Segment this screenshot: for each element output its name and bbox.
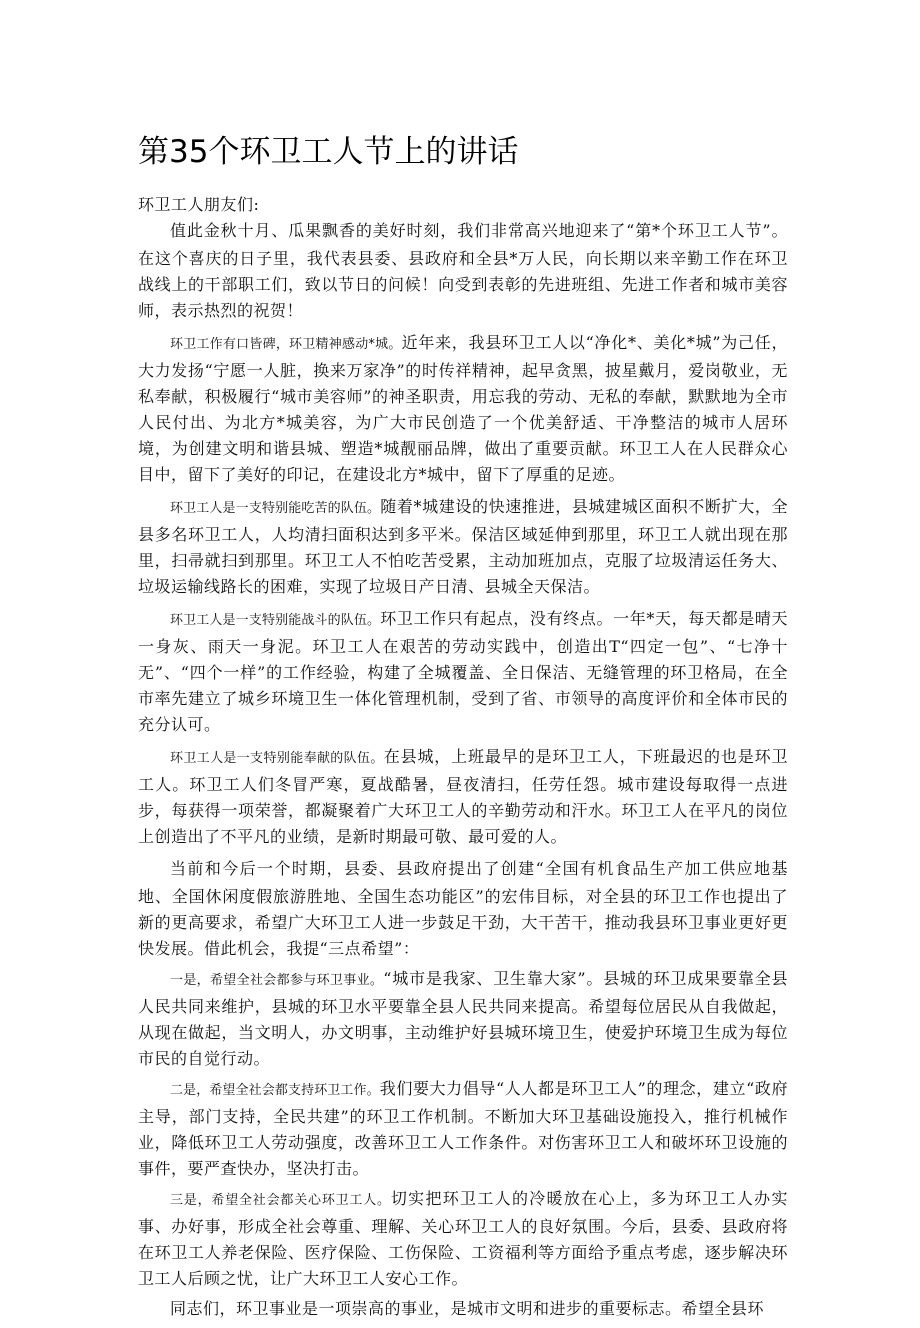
paragraph xyxy=(138,1076,788,1182)
paragraph xyxy=(138,606,788,738)
paragraph-text: 环卫工作只有起点，没有终点。一年*天，每天都是晴天一身灰、雨天一身泥。环卫工人在艰苦的劳动实践中，创造出T“四定一包”、“七净十无”、“四个一样”的工作经验，构建了全城覆盖、全日保洁、无缝管理的环卫格局，在全市率先建立了城乡环境卫生一体化管理机制，受到了省、市领导的高度评价和全体市民的充分认可。 xyxy=(138,609,788,734)
paragraph-text: 同志们，环卫事业是一项崇高的事业，是城市文明和进步的重要标志。希望全县环 xyxy=(170,1299,765,1318)
paragraph xyxy=(138,494,788,600)
paragraph xyxy=(138,744,788,850)
paragraph xyxy=(138,1296,788,1324)
paragraph-lead: 一是，希望全社会都参与环卫事业。 xyxy=(170,973,384,988)
salutation: 环卫工人朋友们: xyxy=(138,195,260,214)
paragraph-text: 近年来，我县环卫工人以“净化*、美化*城”为己任，大力发扬“宁愿一人脏，换来万家净”的时传祥精神，起早贪黑，披星戴月，爱岗敬业，无私奉献，积极履行“城市美容师”的神圣职责，用忘我的劳动、无私的奉献，默默地为全市人民付出、为北方*城美容，为广大市民创造了一个优美舒适、干净整洁的城市人居环境，为创建文明和谐县城、塑造*城靓丽品牌，做出了重要贡献。环卫工人在人民群众心目中，留下了美好的印记，在建设北方*城中，留下了厚重的足迹。 xyxy=(138,333,788,484)
paragraph-lead: 环卫工人是一支特别能奉献的队伍。 xyxy=(170,751,384,766)
paragraph-text: 我们要大力倡导“人人都是环卫工人”的理念，建立“政府主导，部门支持，全民共建”的环卫工作机制。不断加大环卫基础设施投入，推行机械作业，降低环卫工人劳动强度，改善环卫工人工作条件。对伤害环卫工人和破坏环卫设施的事件，要严查快办，坚决打击。 xyxy=(138,1079,788,1178)
paragraph-text: 当前和今后一个时期，县委、县政府提出了创建“全国有机食品生产加工供应地基地、全国休闲度假旅游胜地、全国生态功能区”的宏伟目标，对全县的环卫工作也提出了新的更高要求，希望广大环卫工人进一步鼓足干劲，大干苦干，推动我县环卫事业更好更快发展。借此机会，我提“三点希望”： xyxy=(138,859,788,958)
paragraph xyxy=(138,218,788,324)
page-title: 第35个环卫工人节上的讲话 xyxy=(138,134,519,170)
paragraph-text: 在县城，上班最早的是环卫工人，下班最迟的也是环卫工人。环卫工人们冬冒严寒，夏战酷暑，昼夜清扫，任劳任怨。城市建设每取得一点进步，每获得一项荣誉，都凝聚着广大环卫工人的辛勤劳动和汗水。环卫工人在平凡的岗位上创造出了不平凡的业绩，是新时期最可敬、最可爱的人。 xyxy=(138,747,788,846)
paragraph-lead: 三是，希望全社会都关心环卫工人。 xyxy=(170,1193,391,1208)
paragraph-lead: 环卫工作有口皆碑，环卫精神感动*城。 xyxy=(170,337,402,352)
paragraph-lead: 二是，希望全社会都支持环卫工作。 xyxy=(170,1083,380,1098)
paragraph-text: “城市是我家、卫生靠大家”。县城的环卫成果要靠全县人民共同来维护，县城的环卫水平要靠全县人民共同来提高。希望每位居民从自我做起，从现在做起，当文明人，办文明事，主动维护好县城环境卫生，使爱护环境卫生成为每位市民的自觉行动。 xyxy=(138,969,788,1068)
paragraph xyxy=(138,330,788,488)
paragraph-text: 随着*城建设的快速推进，县城建城区面积不断扩大，全县多名环卫工人，人均清扫面积达到多平米。保洁区域延伸到那里，环卫工人就出现在那里，扫帚就扫到那里。环卫工人不怕吃苦受累，主动加班加点，克服了垃圾清运任务大、垃圾运输线路长的困难，实现了垃圾日产日清、县城全天保洁。 xyxy=(138,497,788,596)
paragraph-text: 值此金秋十月、瓜果飘香的美好时刻，我们非常高兴地迎来了“第*个环卫工人节”。在这个喜庆的日子里，我代表县委、县政府和全县*万人民，向长期以来辛勤工作在环卫战线上的干部职工们，致以节日的问候！向受到表彰的先进班组、先进工作者和城市美容师，表示热烈的祝贺！ xyxy=(138,221,788,320)
document-page xyxy=(138,132,788,1328)
paragraph xyxy=(138,856,788,962)
paragraph-lead: 环卫工人是一支特别能吃苦的队伍。 xyxy=(170,501,381,516)
paragraph xyxy=(138,966,788,1072)
paragraph xyxy=(138,1186,788,1292)
paragraph-lead: 环卫工人是一支特别能战斗的队伍。 xyxy=(170,613,381,628)
paragraph-text: 切实把环卫工人的冷暖放在心上，多为环卫工人办实事、办好事，形成全社会尊重、理解、关心环卫工人的良好氛围。今后，县委、县政府将在环卫工人养老保险、医疗保险、工伤保险、工资福利等方面给予重点考虑，逐步解决环卫工人后顾之忧，让广大环卫工人安心工作。 xyxy=(138,1189,788,1288)
